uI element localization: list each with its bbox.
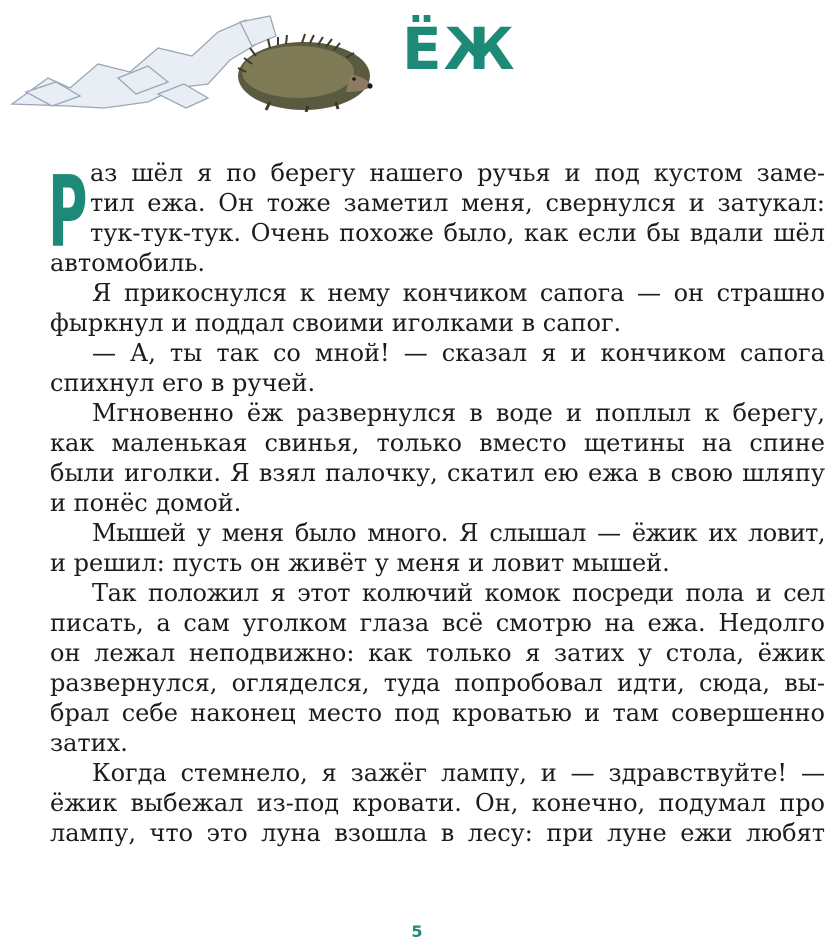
text-line: Мгновенно ёж развернулся в воде и поплыл к берегу, — [92, 399, 825, 427]
hedgehog-illustration — [8, 12, 376, 112]
text-line: брал себе наконец место под кроватью и там совершенно — [50, 699, 825, 727]
text-line: — А, ты так со мной! — сказал я и кончиком сапога — [92, 339, 825, 367]
text-line: Мышей у меня было много. Я слышал — ёжик их ловит, — [92, 519, 825, 547]
text-line: как маленькая свинья, только вместо щетины на спине — [50, 429, 825, 457]
text-line: фыркнул и поддал своими иголками в сапог. — [50, 309, 622, 337]
text-line: писать, а сам уголком глаза всё смотрю на ежа. Недолго — [50, 609, 825, 637]
text-line: Я прикоснулся к нему кончиком сапога — он страшно — [92, 279, 825, 307]
text-line: и понёс домой. — [50, 489, 242, 517]
text-line: были иголки. Я взял палочку, скатил ею ежа в свою шляпу — [50, 459, 825, 487]
text-line: Когда стемнело, я зажёг лампу, и — здравствуйте! — — [92, 759, 825, 787]
page-number: 5 — [411, 922, 423, 941]
text-line: Так положил я этот колючий комок посреди пола и сел — [92, 579, 825, 607]
drop-cap: Р — [48, 156, 88, 270]
text-line: развернулся, огляделся, туда попробовал идти, сюда, вы- — [50, 669, 825, 697]
text-line: и решил: пусть он живёт у меня и ловит мышей. — [50, 549, 670, 577]
text-line: ёжик выбежал из-под кровати. Он, конечно, подумал про — [50, 789, 825, 817]
crumpled-paper-icon — [12, 16, 276, 108]
text-line: лампу, что это луна взошла в лесу: при луне ежи любят — [50, 819, 825, 847]
text-line: затих. — [50, 729, 128, 757]
text-line: спихнул его в ручей. — [50, 369, 316, 397]
text-line: тук-тук-тук. Очень похоже было, как если бы вдали шёл — [90, 219, 825, 247]
text-line: автомобиль. — [50, 249, 206, 277]
text-line: тил ежа. Он тоже заметил меня, свернулся и затукал: — [90, 189, 825, 217]
chapter-title: ЁЖ — [402, 15, 517, 83]
hedgehog-icon — [238, 34, 373, 112]
text-line: он лежал неподвижно: как только я затих у стола, ёжик — [50, 639, 825, 667]
story-text — [50, 158, 825, 848]
chapter-header — [0, 0, 834, 140]
text-line: аз шёл я по берегу нашего ручья и под кустом заме- — [90, 159, 825, 187]
